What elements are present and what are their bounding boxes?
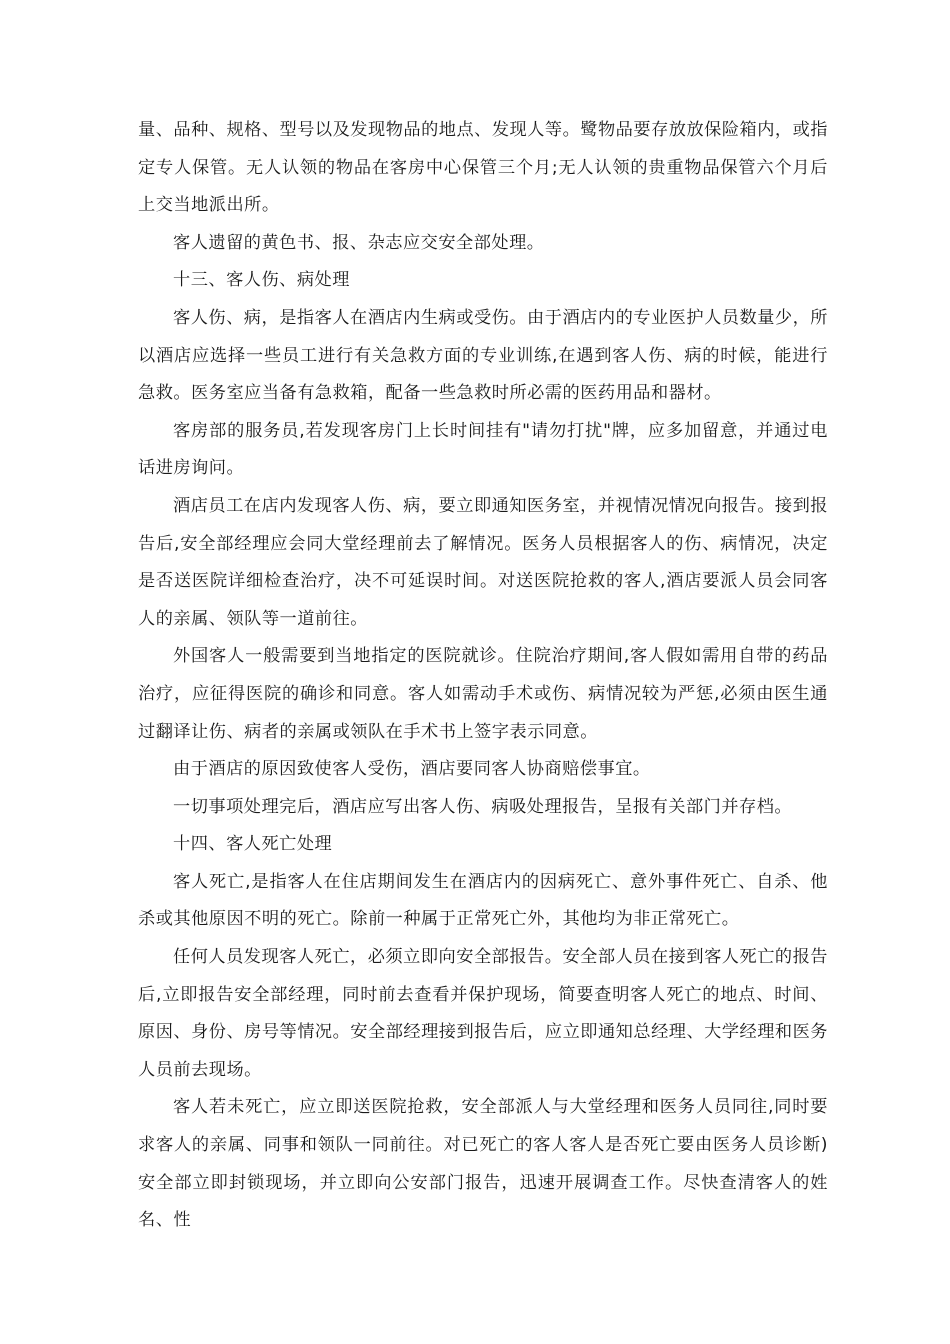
section-heading-13: 十三、客人伤、病处理 (173, 270, 350, 291)
paragraph-continuation: 量、品种、规格、型号以及发现物品的地点、发现人等。鹭物品要存放放保险箱内，或指定专人保管。无人认领的物品在客房中心保管三个月;无人认领的贵重物品保管六个月后上交当地派出所。 (138, 120, 828, 216)
document-page (138, 112, 828, 1240)
section-heading-14: 十四、客人死亡处理 (173, 834, 333, 855)
paragraph-do-not-disturb: 客房部的服务员,若发现客房门上长时间挂有"请勿打扰"牌，应多加留意，并通过电话进房询问。 (138, 420, 828, 479)
paragraph-rescue-procedure: 客人若未死亡，应立即送医院抢救，安全部派人与大堂经理和医务人员同往,同时要求客人的亲属、同事和领队一同前往。对已死亡的客人客人是否死亡要由医务人员诊断)安全部立即封锁现场，并立即向公安部门报告，迅速开展调查工作。尽快查清客人的姓名、性 (138, 1097, 828, 1231)
paragraph-foreign-guests: 外国客人一般需要到当地指定的医院就诊。住院治疗期间,客人假如需用自带的药品治疗，应征得医院的确诊和同意。客人如需动手术或伤、病情况较为严惩,必须由医生通过翻译让伤、病者的亲属或领队在手术书上签字表示同意。 (138, 646, 828, 742)
paragraph-death-definition: 客人死亡,是指客人在住店期间发生在酒店内的因病死亡、意外事件死亡、自杀、他杀或其他原因不明的死亡。除前一种属于正常死亡外，其他均为非正常死亡。 (138, 871, 828, 930)
paragraph-staff-report: 酒店员工在店内发现客人伤、病，要立即通知医务室，并视情况情况向报告。接到报告后,安全部经理应会同大堂经理前去了解情况。医务人员根据客人的伤、病情况，决定是否送医院详细检查治疗，决不可延误时间。对送医院抢救的客人,酒店要派人员会同客人的亲属、领队等一道前往。 (138, 495, 828, 629)
paragraph-compensation: 由于酒店的原因致使客人受伤，酒店要同客人协商赔偿事宜。 (173, 759, 651, 780)
paragraph-lost-items-magazines: 客人遗留的黄色书、报、杂志应交安全部处理。 (173, 232, 545, 253)
paragraph-injury-definition: 客人伤、病，是指客人在酒店内生病或受伤。由于酒店内的专业医护人员数量少，所以酒店应选择一些员工进行有关急救方面的专业训练,在遇到客人伤、病的时候，能进行急救。医务室应当备有急救箱，配备一些急救时所必需的医药用品和器材。 (138, 307, 828, 404)
paragraph-final-report: 一切事项处理完后，酒店应写出客人伤、病吸处理报告，呈报有关部门并存档。 (173, 796, 793, 817)
paragraph-death-report: 任何人员发现客人死亡，必须立即向安全部报告。安全部人员在接到客人死亡的报告后,立即报告安全部经理，同时前去查看并保护现场，简要查明客人死亡的地点、时间、原因、身份、房号等情况。安全部经理接到报告后，应立即通知总经理、大学经理和医务人员前去现场。 (138, 947, 828, 1080)
